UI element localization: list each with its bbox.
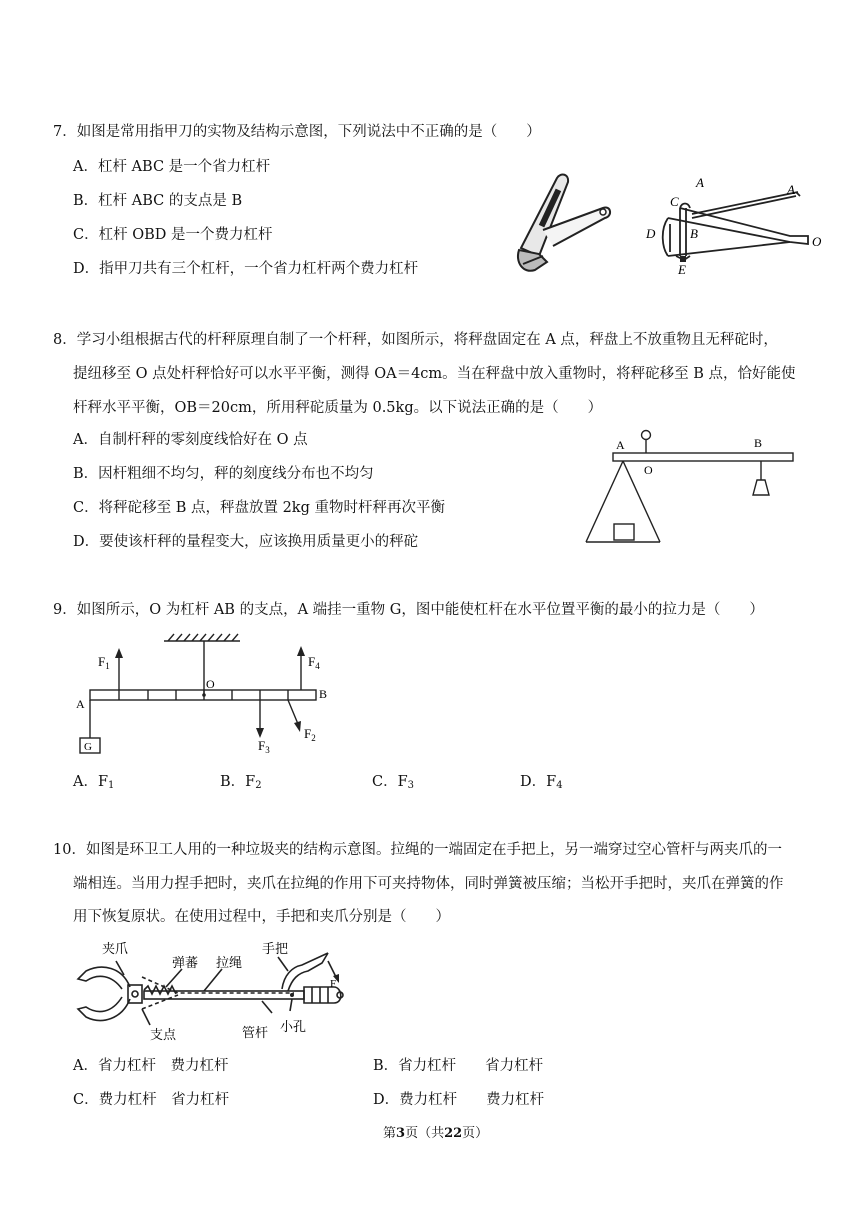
q7-stem: 7．如图是常用指甲刀的实物及结构示意图，下列说法中不正确的是（ ） xyxy=(53,124,541,140)
svg-text:A: A xyxy=(787,182,795,197)
q10-option-b: B．省力杠杆 省力杠杆 xyxy=(373,1058,544,1074)
q9-label-f1: $F_1$ xyxy=(98,654,110,671)
q9-label-a: A xyxy=(76,697,85,711)
q10-option-a: A．省力杠杆 费力杠杆 xyxy=(73,1058,229,1074)
q8-option-c: C．将秤砣移至 B 点，秤盘放置 2kg 重物时杆秤再次平衡 xyxy=(73,500,445,516)
q10-stem-line1: 10．如图是环卫工人用的一种垃圾夹的结构示意图。拉绳的一端固定在手把上，另一端穿过空心管杆与两夹爪的一 xyxy=(53,842,782,858)
q9-label-o: O xyxy=(206,677,215,691)
steelyard-diagram xyxy=(580,425,800,550)
q7-label-c: C xyxy=(670,194,679,209)
q10-label-jiazhua: 夹爪 xyxy=(102,941,129,956)
q7-label-a: A xyxy=(696,178,704,190)
q10-label-xiaokong: 小孔 xyxy=(280,1019,307,1034)
footer-total-pages: 22 xyxy=(444,1126,463,1141)
q10-label-tanhuang: 弹蕃 xyxy=(172,955,199,970)
q7-option-c: C．杠杆 OBD 是一个费力杠杆 xyxy=(73,227,273,243)
q10-label-zhidian: 支点 xyxy=(150,1027,177,1042)
q8-stem-line1: 8．学习小组根据古代的杆秤原理自制了一个杆秤，如图所示，将秤盘固定在 A 点，秤盘上不放重物且无秤砣时， xyxy=(53,332,778,348)
q7-option-a: A．杠杆 ABC 是一个省力杠杆 xyxy=(73,159,271,175)
q7-label-b: B xyxy=(690,226,698,241)
q8-label-a: A xyxy=(616,438,625,452)
q10-option-d: D．费力杠杆 费力杠杆 xyxy=(373,1092,545,1108)
q9-option-d: D．$F_4$ xyxy=(520,774,563,791)
q9-label-f3: $F_3$ xyxy=(258,738,270,755)
q8-label-b: B xyxy=(754,436,763,450)
q8-stem-line2: 提纽移至 O 点处杆秤恰好可以水平平衡，测得 OA＝4cm。当在秤盘中放入重物时，将秤砣移至 B 点，恰好能使 xyxy=(73,366,796,382)
q8-label-o: O xyxy=(644,463,653,477)
q7-label-a-pos xyxy=(785,180,805,198)
q9-stem: 9．如图所示，O 为杠杆 AB 的支点，A 端挂一重物 G，图中能使杠杆在水平位置平衡的最小的拉力是（ ） xyxy=(53,602,764,618)
q10-label-guangan: 管杆 xyxy=(242,1025,269,1040)
q10-stem-line3: 用下恢复原状。在使用过程中，手把和夹爪分别是（ ） xyxy=(73,909,450,925)
trash-grabber-diagram xyxy=(72,937,352,1047)
q10-label-lasheng: 拉绳 xyxy=(216,955,243,970)
q10-label-f: F xyxy=(330,978,337,990)
q9-option-c: C．$F_3$ xyxy=(372,774,415,791)
q8-option-d: D．要使该杆秤的量程变大，应该换用质量更小的秤砣 xyxy=(73,534,419,550)
page-footer: 第3页（共22页） xyxy=(383,1126,489,1141)
q7-option-d: D．指甲刀共有三个杠杆，一个省力杠杆两个费力杠杆 xyxy=(73,261,419,277)
q9-option-a: A．$F_1$ xyxy=(73,774,115,791)
lever-force-diagram xyxy=(72,632,342,757)
q7-option-b: B．杠杆 ABC 的支点是 B xyxy=(73,193,243,209)
q7-label-d: D xyxy=(646,226,656,241)
q8-stem-line3: 杆秤水平平衡，OB＝20cm，所用秤砣质量为 0.5kg。以下说法正确的是（ ） xyxy=(73,400,603,416)
q9-label-f4: $F_4$ xyxy=(308,654,320,671)
q8-option-b: B．因杆粗细不均匀，秤的刻度线分布也不均匀 xyxy=(73,466,374,482)
nail-clipper-photo xyxy=(513,170,618,280)
q7-label-e: E xyxy=(678,262,686,277)
q7-label-o: O xyxy=(812,234,822,249)
q9-label-f2: $F_2$ xyxy=(304,726,316,743)
footer-page-number: 3 xyxy=(396,1126,406,1141)
q9-label-b: B xyxy=(319,687,328,701)
q10-label-shouba: 手把 xyxy=(262,941,289,956)
q10-stem-line2: 端相连。当用力捏手把时，夹爪在拉绳的作用下可夹持物体，同时弹簧被压缩；当松开手把时，夹爪在弹簧的作 xyxy=(73,876,784,892)
q10-option-c: C．费力杠杆 省力杠杆 xyxy=(73,1092,230,1108)
q9-option-b: B．$F_2$ xyxy=(220,774,262,791)
q9-label-g: G xyxy=(84,741,92,753)
q8-option-a: A．自制杆秤的零刻度线恰好在 O 点 xyxy=(73,432,308,448)
